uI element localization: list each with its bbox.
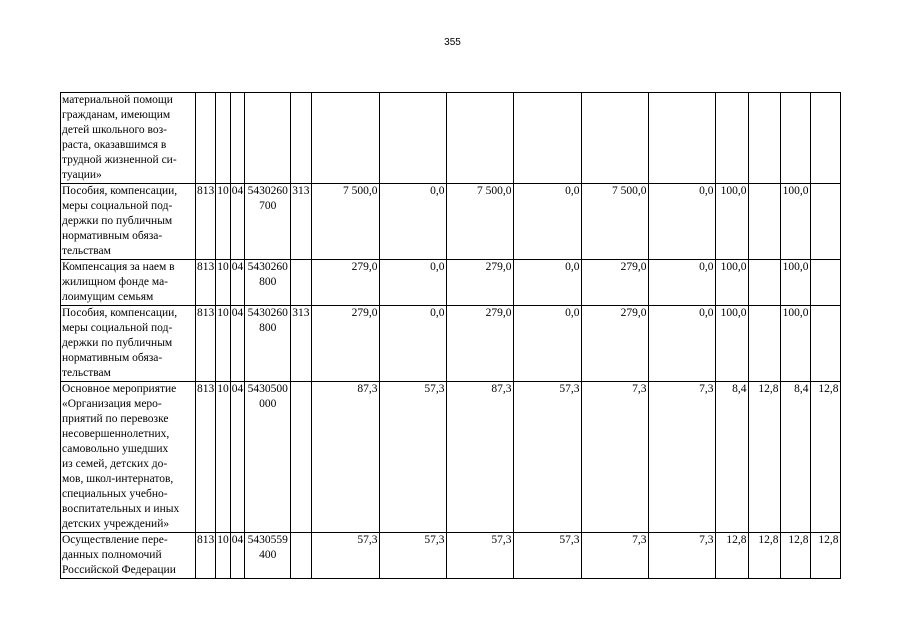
percent-cell-4 — [810, 306, 840, 382]
value-cell-1: 87,3 — [311, 382, 379, 533]
percent-cell-3: 8,4 — [780, 382, 810, 533]
percent-cell-3: 12,8 — [780, 533, 810, 579]
rz-code-cell: 10 — [216, 382, 231, 533]
value-cell-5: 279,0 — [581, 306, 648, 382]
percent-cell-1: 12,8 — [715, 533, 748, 579]
percent-cell-3 — [780, 93, 810, 184]
vr-code-cell — [291, 260, 311, 306]
percent-cell-4: 12,8 — [810, 533, 840, 579]
percent-cell-1: 100,0 — [715, 260, 748, 306]
value-cell-5 — [581, 93, 648, 184]
percent-cell-2: 12,8 — [748, 533, 780, 579]
vr-code-cell — [291, 93, 311, 184]
value-cell-4: 0,0 — [513, 184, 581, 260]
table-row — [61, 260, 841, 306]
value-cell-2: 0,0 — [379, 306, 446, 382]
percent-cell-3: 100,0 — [780, 184, 810, 260]
table-row — [61, 533, 841, 579]
percent-cell-2 — [748, 260, 780, 306]
percent-cell-1 — [715, 93, 748, 184]
percent-cell-4 — [810, 184, 840, 260]
row-name-cell: Пособия, компенсации, меры социальной под- держки по публичным нормативным обяза- тельствам — [61, 184, 196, 260]
vr-code-cell: 313 — [291, 306, 311, 382]
vr-code-cell — [291, 533, 311, 579]
percent-cell-1: 100,0 — [715, 184, 748, 260]
budget-table — [60, 92, 841, 579]
value-cell-1: 7 500,0 — [311, 184, 379, 260]
value-cell-6: 0,0 — [648, 306, 715, 382]
csr-code-cell: 5430559 400 — [245, 533, 291, 579]
value-cell-6 — [648, 93, 715, 184]
value-cell-6: 0,0 — [648, 260, 715, 306]
value-cell-2: 0,0 — [379, 184, 446, 260]
value-cell-1 — [311, 93, 379, 184]
value-cell-5: 7,3 — [581, 533, 648, 579]
glava-code-cell: 813 — [196, 184, 216, 260]
rz-code-cell: 10 — [216, 306, 231, 382]
table-row — [61, 306, 841, 382]
rz-code-cell: 10 — [216, 260, 231, 306]
percent-cell-1: 100,0 — [715, 306, 748, 382]
value-cell-5: 7,3 — [581, 382, 648, 533]
vr-code-cell: 313 — [291, 184, 311, 260]
rz-code-cell — [216, 93, 231, 184]
value-cell-1: 279,0 — [311, 306, 379, 382]
glava-code-cell: 813 — [196, 306, 216, 382]
percent-cell-2 — [748, 93, 780, 184]
pr-code-cell: 04 — [230, 306, 245, 382]
pr-code-cell: 04 — [230, 533, 245, 579]
value-cell-4: 0,0 — [513, 306, 581, 382]
row-name-cell: Осуществление пере- данных полномочий Российской Федерации — [61, 533, 196, 579]
row-name-cell: материальной помощи гражданам, имеющим детей школьного воз- раста, оказавшимся в трудной жизненной си- туации» — [61, 93, 196, 184]
value-cell-5: 7 500,0 — [581, 184, 648, 260]
value-cell-2: 0,0 — [379, 260, 446, 306]
table-body — [61, 93, 841, 579]
glava-code-cell: 813 — [196, 260, 216, 306]
glava-code-cell — [196, 93, 216, 184]
rz-code-cell: 10 — [216, 184, 231, 260]
csr-code-cell: 5430500 000 — [245, 382, 291, 533]
value-cell-6: 7,3 — [648, 533, 715, 579]
table-row — [61, 93, 841, 184]
pr-code-cell — [230, 93, 245, 184]
value-cell-4: 57,3 — [513, 533, 581, 579]
value-cell-2: 57,3 — [379, 382, 446, 533]
value-cell-3: 279,0 — [446, 306, 513, 382]
value-cell-6: 0,0 — [648, 184, 715, 260]
value-cell-3: 279,0 — [446, 260, 513, 306]
pr-code-cell: 04 — [230, 260, 245, 306]
value-cell-3: 87,3 — [446, 382, 513, 533]
percent-cell-4: 12,8 — [810, 382, 840, 533]
pr-code-cell: 04 — [230, 382, 245, 533]
value-cell-2 — [379, 93, 446, 184]
row-name-cell: Основное мероприятие «Организация меро- приятий по перевозке несовершеннолетних, самовольно ушедших из семей, детских до- мов, школ-интернатов, специальных учебно- воспитательных и иных детских учреждений» — [61, 382, 196, 533]
value-cell-1: 57,3 — [311, 533, 379, 579]
row-name-cell: Пособия, компенсации, меры социальной под- держки по публичным нормативным обяза- тельствам — [61, 306, 196, 382]
value-cell-2: 57,3 — [379, 533, 446, 579]
percent-cell-4 — [810, 260, 840, 306]
value-cell-4: 0,0 — [513, 260, 581, 306]
percent-cell-2: 12,8 — [748, 382, 780, 533]
value-cell-1: 279,0 — [311, 260, 379, 306]
rz-code-cell: 10 — [216, 533, 231, 579]
page-number: 355 — [444, 37, 461, 48]
table-row — [61, 184, 841, 260]
percent-cell-1: 8,4 — [715, 382, 748, 533]
value-cell-4 — [513, 93, 581, 184]
csr-code-cell: 5430260 700 — [245, 184, 291, 260]
pr-code-cell: 04 — [230, 184, 245, 260]
value-cell-6: 7,3 — [648, 382, 715, 533]
percent-cell-3: 100,0 — [780, 306, 810, 382]
percent-cell-3: 100,0 — [780, 260, 810, 306]
percent-cell-4 — [810, 93, 840, 184]
glava-code-cell: 813 — [196, 533, 216, 579]
table-row — [61, 382, 841, 533]
percent-cell-2 — [748, 306, 780, 382]
csr-code-cell: 5430260 800 — [245, 260, 291, 306]
value-cell-4: 57,3 — [513, 382, 581, 533]
percent-cell-2 — [748, 184, 780, 260]
csr-code-cell — [245, 93, 291, 184]
value-cell-5: 279,0 — [581, 260, 648, 306]
csr-code-cell: 5430260 800 — [245, 306, 291, 382]
row-name-cell: Компенсация за наем в жилищном фонде ма- лоимущим семьям — [61, 260, 196, 306]
glava-code-cell: 813 — [196, 382, 216, 533]
vr-code-cell — [291, 382, 311, 533]
value-cell-3: 7 500,0 — [446, 184, 513, 260]
value-cell-3: 57,3 — [446, 533, 513, 579]
value-cell-3 — [446, 93, 513, 184]
